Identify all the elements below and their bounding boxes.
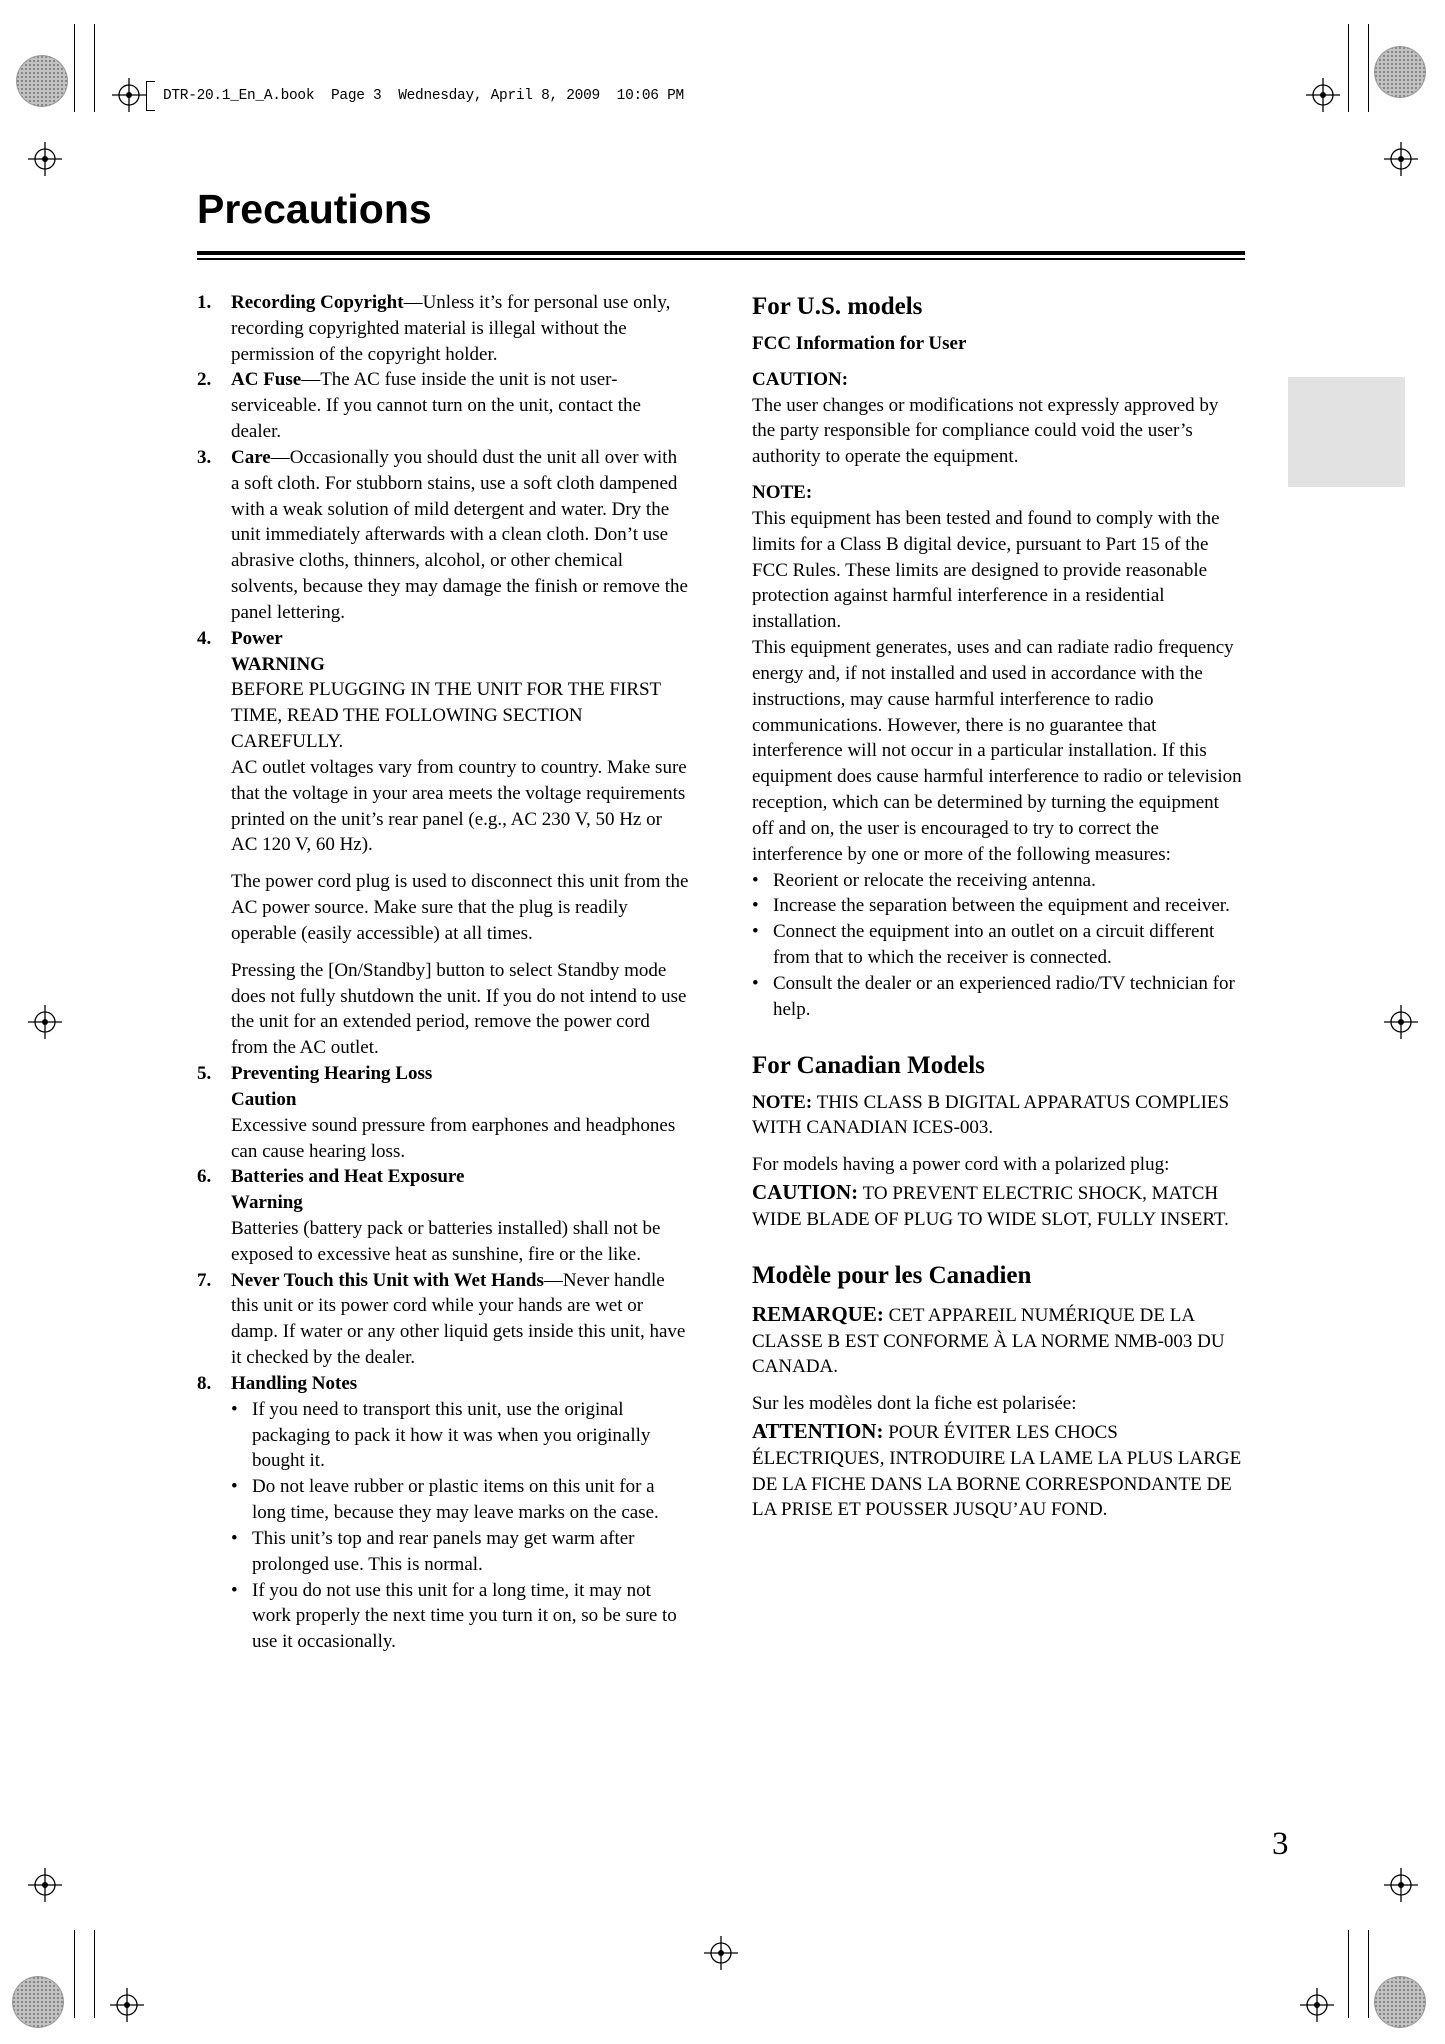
bullet-item [752, 971, 1245, 1023]
paragraph-lead: REMARQUE: [752, 1301, 884, 1326]
item-title: Preventing Hearing Loss [231, 1063, 433, 1085]
item-number: 2. [197, 369, 212, 391]
paragraph [752, 1090, 1245, 1142]
paragraph-text: TO PREVENT ELECTRIC SHOCK, MATCH WIDE BLADE OF PLUG TO WIDE SLOT, FULLY INSERT. [752, 1183, 1229, 1230]
item-number: 5. [197, 1063, 212, 1085]
item-heading [231, 1268, 690, 1371]
paragraph: Batteries (battery pack or batteries installed) shall not be exposed to excessive heat as sunshine, fire or the like. [231, 1217, 661, 1265]
crop-mark [74, 1930, 75, 2018]
halftone-dot-icon [1374, 1976, 1426, 2028]
paragraph: Sur les modèles dont la fiche est polarisée: [752, 1393, 1077, 1415]
registration-mark-icon [1384, 1868, 1418, 1902]
document-header [146, 80, 684, 112]
item-title: AC Fuse [231, 369, 302, 391]
emphasis-label: WARNING [231, 653, 325, 675]
registration-mark-icon [112, 78, 146, 112]
item-number: 4. [197, 627, 212, 649]
halftone-dot-icon [16, 55, 68, 107]
item-number: 1. [197, 292, 212, 313]
precautions-list [197, 290, 690, 1655]
list-item [197, 1371, 690, 1655]
item-title: Recording Copyright [231, 292, 404, 313]
item-heading [231, 445, 690, 626]
header-file-line: DTR-20.1_En_A.book Page 3 Wednesday, April 8, 2009 10:06 PM [163, 88, 684, 104]
list-item [197, 445, 690, 626]
paragraph: Excessive sound pressure from earphones and headphones can cause hearing loss. [231, 1114, 676, 1162]
list-item [197, 1268, 690, 1371]
registration-mark-icon [1384, 1005, 1418, 1039]
bullet-item [231, 1578, 690, 1655]
regulatory-sections [752, 290, 1245, 1655]
paragraph: This equipment has been tested and found to comply with the limits for a Class B digital device, pursuant to Part 15 of the FCC Rules. These limits are designed to provide reasonable protection against harmful interference in a residential installation. [752, 507, 1220, 633]
page-number: 3 [1272, 1826, 1289, 1862]
page-body [197, 290, 1245, 1655]
bullet-icon: • [231, 1527, 238, 1549]
registration-mark-icon [1300, 1988, 1334, 2022]
emphasis-label: Warning [231, 1192, 303, 1214]
bullet-item [231, 1526, 690, 1578]
bullet-text: Consult the dealer or an experienced radio/TV technician for help. [773, 972, 1235, 1020]
crop-mark [1368, 1930, 1369, 2018]
paragraph [752, 1300, 1245, 1380]
section-heading: Modèle pour les Canadien [752, 1261, 1032, 1289]
paragraph-text: THIS CLASS B DIGITAL APPARATUS COMPLIES WITH CANADIAN ICES-003. [752, 1091, 1230, 1139]
item-body [231, 1268, 690, 1371]
paragraph-lead: NOTE: [752, 1091, 813, 1113]
bullet-icon: • [231, 1579, 238, 1601]
bullet-item [752, 893, 1245, 919]
registration-mark-icon [704, 1936, 738, 1970]
paragraph-lead: CAUTION: [752, 1180, 859, 1205]
item-body [231, 445, 690, 626]
sub-heading: FCC Information for User [752, 333, 967, 354]
bullet-icon: • [752, 972, 759, 994]
bullet-item [752, 919, 1245, 971]
paragraph-lead: ATTENTION: [752, 1418, 884, 1443]
bullet-item [752, 868, 1245, 894]
list-item [197, 290, 690, 367]
crop-mark [74, 24, 75, 112]
bullet-text: Increase the separation between the equipment and receiver. [773, 895, 1230, 917]
emphasis-label: Caution [231, 1088, 297, 1110]
item-heading [231, 1371, 690, 1397]
item-text: —Never handle this unit or its power cord while your hands are wet or damp. If water or any other liquid gets inside this unit, have it checked by the dealer. [231, 1269, 686, 1369]
paragraph [752, 1178, 1245, 1233]
paragraph: This equipment generates, uses and can radiate radio frequency energy and, if not installed and used in accordance with the instructions, may cause harmful interference to radio communications. However, there is no guarantee that interference will not occur in a particular installation. If this equipment does cause harmful interference to radio or television reception, which can be determined by turning the equipment off and on, the user is encouraged to try to correct the interference by one or more of the following measures: [752, 637, 1242, 865]
page-title: Precautions [197, 186, 432, 232]
bullet-icon: • [231, 1398, 238, 1420]
bullet-item [231, 1474, 690, 1526]
paragraph-text: POUR ÉVITER LES CHOCS ÉLECTRIQUES, INTRODUIRE LA LAME LA PLUS LARGE DE LA FICHE DANS LA BORNE CORRESPONDANTE DE LA PRISE ET POUSSER JUSQU’AU FOND. [752, 1421, 1242, 1521]
section [752, 1049, 1245, 1233]
section-tab-marker [1288, 377, 1405, 487]
list-item [197, 626, 690, 1061]
item-body [231, 290, 690, 367]
item-number: 7. [197, 1269, 212, 1291]
item-body [231, 1164, 690, 1267]
item-title: Handling Notes [231, 1372, 358, 1394]
bullet-text: This unit’s top and rear panels may get warm after prolonged use. This is normal. [252, 1527, 635, 1575]
item-heading [231, 1164, 690, 1190]
item-title: Care [231, 446, 271, 468]
notice-label: CAUTION: [752, 368, 849, 390]
item-text: —Occasionally you should dust the unit all over with a soft cloth. For stubborn stains, use a soft cloth dampened with a weak solution of mild detergent and water. Dry the unit immediately afterwards with a clean cloth. Don’t use abrasive cloths, thinners, alcohol, or other chemical solvents, because they may damage the finish or remove the panel lettering. [231, 446, 688, 623]
bullet-text: Connect the equipment into an outlet on a circuit different from that to which the receiver is connected. [773, 921, 1215, 969]
registration-mark-icon [28, 1868, 62, 1902]
bullet-icon: • [752, 895, 759, 917]
registration-mark-icon [28, 1005, 62, 1039]
paragraph: BEFORE PLUGGING IN THE UNIT FOR THE FIRST TIME, READ THE FOLLOWING SECTION CAREFULLY. [231, 679, 661, 753]
item-text: —The AC fuse inside the unit is not user-serviceable. If you cannot turn on the unit, contact the dealer. [231, 369, 641, 443]
paragraph: For models having a power cord with a polarized plug: [752, 1154, 1170, 1176]
paragraph [752, 1417, 1245, 1523]
list-item [197, 1164, 690, 1267]
list-item [197, 1061, 690, 1164]
registration-mark-icon [1306, 78, 1340, 112]
section-heading: For Canadian Models [752, 1051, 985, 1079]
paragraph: Pressing the [On/Standby] button to select Standby mode does not fully shutdown the unit. If you do not intend to use the unit for an extended period, remove the power cord from the AC outlet. [231, 959, 687, 1059]
crop-mark [1348, 1930, 1349, 2018]
bullet-icon: • [752, 869, 759, 891]
item-body [231, 367, 690, 444]
item-number: 6. [197, 1166, 212, 1188]
crop-mark [94, 1930, 95, 2018]
paragraph: The power cord plug is used to disconnect this unit from the AC power source. Make sure that the plug is readily operable (easily accessible) at all times. [231, 871, 689, 944]
bullet-text: Do not leave rubber or plastic items on this unit for a long time, because they may leave marks on the case. [252, 1476, 659, 1524]
crop-mark [94, 24, 95, 112]
registration-mark-icon [110, 1988, 144, 2022]
bullet-text: If you need to transport this unit, use the original packaging to pack it how it was when you originally bought it. [252, 1398, 651, 1472]
halftone-dot-icon [12, 1976, 64, 2028]
list-item [197, 367, 690, 444]
item-body [231, 1061, 690, 1164]
bullet-text: Reorient or relocate the receiving antenna. [773, 869, 1096, 891]
section [752, 290, 1245, 1023]
crop-mark [1368, 24, 1369, 112]
registration-mark-icon [28, 142, 62, 176]
item-heading [231, 367, 690, 444]
item-heading [231, 290, 690, 367]
item-title: Batteries and Heat Exposure [231, 1166, 465, 1188]
paragraph-text: CET APPAREIL NUMÉRIQUE DE LA CLASSE B EST CONFORME À LA NORME NMB-003 DU CANADA. [752, 1304, 1225, 1378]
bullet-text: If you do not use this unit for a long time, it may not work properly the next time you turn it on, so be sure to use it occasionally. [252, 1579, 677, 1653]
registration-mark-icon [1384, 142, 1418, 176]
paragraph: AC outlet voltages vary from country to country. Make sure that the voltage in your area meets the voltage requirements printed on the unit’s rear panel (e.g., AC 230 V, 50 Hz or AC 120 V, 60 Hz). [231, 756, 687, 856]
section [752, 1259, 1245, 1524]
item-heading [231, 1061, 690, 1087]
title-rule [197, 251, 1245, 260]
paragraph: The user changes or modifications not expressly approved by the party responsible for compliance could void the user’s authority to operate the equipment. [752, 394, 1219, 468]
halftone-dot-icon [1374, 46, 1426, 98]
item-body [231, 626, 690, 1061]
item-number: 3. [197, 446, 212, 468]
item-title: Power [231, 627, 283, 649]
item-title: Never Touch this Unit with Wet Hands [231, 1269, 544, 1291]
item-body [231, 1371, 690, 1655]
bullet-item [231, 1397, 690, 1474]
header-bracket-icon [146, 81, 155, 111]
item-number: 8. [197, 1372, 212, 1394]
bullet-icon: • [231, 1476, 238, 1498]
notice-label: NOTE: [752, 482, 813, 504]
item-text: —Unless it’s for personal use only, recording copyrighted material is illegal without the permission of the copyright holder. [231, 292, 671, 365]
bullet-icon: • [752, 921, 759, 943]
section-heading: For U.S. models [752, 293, 923, 320]
item-heading [231, 626, 690, 652]
crop-mark [1348, 24, 1349, 112]
